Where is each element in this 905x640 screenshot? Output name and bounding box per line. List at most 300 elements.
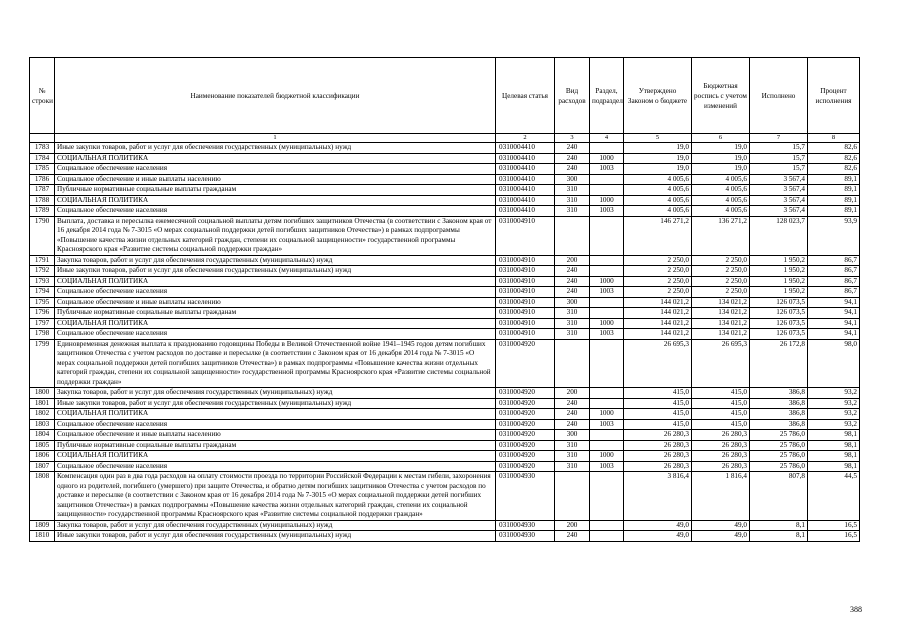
column-number: 1	[55, 134, 496, 143]
budget-list-amount: 26 695,3	[692, 339, 750, 388]
expense-type: 310	[555, 329, 590, 340]
indicator-name: Компенсация один раз в два года расходов на оплату стоимости проезда по территории Российской Федерации к местам гибели, захоронения одного из родителей, погибшего (умершего) при защите Отечества, и обратно детям погибших защитников Отечества с учетом расходов по доставке и пересылке (в соответствии с Законом края от 16 декабря 2014 года № 7-3015 «О мерах социальной поддержки детей погибших защитников Отечества») в рамках подпрограммы «Повышение качества жизни отдельных категорий граждан, степени их социальной защищенности» государственной программы Красноярского края «Развитие системы социальной поддержки граждан»	[55, 472, 496, 521]
section-code	[590, 143, 624, 154]
expense-type	[555, 472, 590, 521]
table-row	[30, 206, 860, 217]
approved-amount: 2 250,0	[624, 276, 692, 287]
target-article: 0310004920	[496, 461, 555, 472]
expense-type: 300	[555, 430, 590, 441]
table-row	[30, 409, 860, 420]
execution-percent: 82,6	[808, 153, 860, 164]
executed-amount: 15,7	[750, 143, 808, 154]
budget-list-amount: 26 280,3	[692, 440, 750, 451]
row-number: 1804	[30, 430, 55, 441]
target-article: 0310004410	[496, 164, 555, 175]
executed-amount: 386,8	[750, 388, 808, 399]
executed-amount: 3 567,4	[750, 206, 808, 217]
target-article: 0310004410	[496, 153, 555, 164]
expense-type	[555, 339, 590, 388]
executed-amount: 25 786,0	[750, 461, 808, 472]
approved-amount: 146 271,2	[624, 216, 692, 255]
section-code: 1000	[590, 409, 624, 420]
indicator-name: СОЦИАЛЬНАЯ ПОЛИТИКА	[55, 409, 496, 420]
execution-percent: 82,6	[808, 164, 860, 175]
expense-type: 310	[555, 318, 590, 329]
row-number: 1801	[30, 398, 55, 409]
indicator-name: Единовременная денежная выплата к празднованию годовщины Победы в Великой Отечественной войне 1941–1945 годов детям погибших защитников Отечества с учетом расходов по доставке и пересылке (в соответствии с Законом края от 16 декабря 2014 года № 7-3015 «О мерах социальной поддержки детей погибших защитников Отечества») в рамках подпрограммы «Повышение качества жизни отдельных категорий граждан, степени их социальной защищенности» государственной программы Красноярского края «Развитие системы социальной поддержки граждан»	[55, 339, 496, 388]
section-code	[590, 297, 624, 308]
approved-amount: 144 021,2	[624, 318, 692, 329]
executed-amount: 1 950,2	[750, 266, 808, 277]
budget-list-amount: 2 250,0	[692, 287, 750, 298]
header-indicator-name: Наименование показателей бюджетной классификации	[55, 58, 496, 134]
section-code	[590, 266, 624, 277]
indicator-name: Социальное обеспечение и иные выплаты населению	[55, 297, 496, 308]
header-target-article: Целевая статья	[496, 58, 555, 134]
table-row	[30, 388, 860, 399]
row-number: 1785	[30, 164, 55, 175]
approved-amount: 144 021,2	[624, 297, 692, 308]
section-code	[590, 430, 624, 441]
table-row	[30, 339, 860, 388]
section-code	[590, 255, 624, 266]
executed-amount: 126 073,5	[750, 297, 808, 308]
expense-type: 240	[555, 276, 590, 287]
expense-type: 240	[555, 419, 590, 430]
table-row	[30, 451, 860, 462]
section-code	[590, 440, 624, 451]
expense-type: 310	[555, 440, 590, 451]
row-number: 1809	[30, 520, 55, 531]
header-percent: Процент исполнения	[808, 58, 860, 134]
target-article: 0310004410	[496, 174, 555, 185]
approved-amount: 26 280,3	[624, 430, 692, 441]
column-number: 3	[555, 134, 590, 143]
row-number: 1787	[30, 185, 55, 196]
executed-amount: 126 073,5	[750, 329, 808, 340]
approved-amount: 144 021,2	[624, 329, 692, 340]
row-number: 1806	[30, 451, 55, 462]
approved-amount: 19,0	[624, 153, 692, 164]
table-row	[30, 520, 860, 531]
indicator-name: СОЦИАЛЬНАЯ ПОЛИТИКА	[55, 195, 496, 206]
indicator-name: Закупка товаров, работ и услуг для обеспечения государственных (муниципальных) нужд	[55, 520, 496, 531]
target-article: 0310004910	[496, 297, 555, 308]
approved-amount: 2 250,0	[624, 287, 692, 298]
target-article: 0310004920	[496, 409, 555, 420]
row-number: 1795	[30, 297, 55, 308]
target-article: 0310004910	[496, 266, 555, 277]
target-article: 0310004910	[496, 255, 555, 266]
execution-percent: 98,1	[808, 440, 860, 451]
expense-type: 200	[555, 388, 590, 399]
budget-list-amount: 415,0	[692, 398, 750, 409]
budget-list-amount: 49,0	[692, 531, 750, 542]
header-approved: Утверждено Законом о бюджете	[624, 58, 692, 134]
execution-percent: 98,1	[808, 430, 860, 441]
executed-amount: 386,8	[750, 398, 808, 409]
approved-amount: 26 280,3	[624, 440, 692, 451]
table-row	[30, 164, 860, 175]
section-code: 1000	[590, 195, 624, 206]
indicator-name: Публичные нормативные социальные выплаты гражданам	[55, 440, 496, 451]
budget-list-amount: 49,0	[692, 520, 750, 531]
execution-percent: 93,2	[808, 398, 860, 409]
budget-execution-table	[29, 57, 860, 542]
executed-amount: 1 950,2	[750, 287, 808, 298]
budget-list-amount: 134 021,2	[692, 318, 750, 329]
indicator-name: Публичные нормативные социальные выплаты гражданам	[55, 185, 496, 196]
table-row	[30, 398, 860, 409]
indicator-name: СОЦИАЛЬНАЯ ПОЛИТИКА	[55, 153, 496, 164]
row-number: 1786	[30, 174, 55, 185]
table-row	[30, 185, 860, 196]
indicator-name: Иные закупки товаров, работ и услуг для обеспечения государственных (муниципальных) нужд	[55, 143, 496, 154]
approved-amount: 4 005,6	[624, 195, 692, 206]
section-code	[590, 472, 624, 521]
budget-list-amount: 2 250,0	[692, 276, 750, 287]
row-number: 1788	[30, 195, 55, 206]
target-article: 0310004920	[496, 430, 555, 441]
section-code: 1003	[590, 164, 624, 175]
column-number-blank	[30, 134, 55, 143]
execution-percent: 94,1	[808, 308, 860, 319]
section-code	[590, 398, 624, 409]
table-row	[30, 266, 860, 277]
indicator-name: Иные закупки товаров, работ и услуг для обеспечения государственных (муниципальных) нужд	[55, 531, 496, 542]
approved-amount: 415,0	[624, 409, 692, 420]
row-number: 1783	[30, 143, 55, 154]
approved-amount: 144 021,2	[624, 308, 692, 319]
approved-amount: 415,0	[624, 388, 692, 399]
section-code: 1000	[590, 276, 624, 287]
table-row	[30, 440, 860, 451]
indicator-name: СОЦИАЛЬНАЯ ПОЛИТИКА	[55, 451, 496, 462]
execution-percent: 82,6	[808, 143, 860, 154]
budget-list-amount: 4 005,6	[692, 174, 750, 185]
target-article: 0310004920	[496, 339, 555, 388]
execution-percent: 16,5	[808, 531, 860, 542]
executed-amount: 25 786,0	[750, 451, 808, 462]
executed-amount: 128 023,7	[750, 216, 808, 255]
budget-list-amount: 136 271,2	[692, 216, 750, 255]
approved-amount: 26 280,3	[624, 451, 692, 462]
executed-amount: 1 950,2	[750, 276, 808, 287]
table-header-row	[30, 58, 860, 134]
table-row	[30, 276, 860, 287]
row-number: 1805	[30, 440, 55, 451]
table-row	[30, 297, 860, 308]
page-number: 388	[850, 605, 862, 614]
table-body	[30, 143, 860, 542]
row-number: 1803	[30, 419, 55, 430]
header-budget-list: Бюджетная роспись с учетом изменений	[692, 58, 750, 134]
execution-percent: 94,1	[808, 329, 860, 340]
approved-amount: 2 250,0	[624, 255, 692, 266]
executed-amount: 15,7	[750, 153, 808, 164]
budget-list-amount: 26 280,3	[692, 430, 750, 441]
execution-percent: 94,1	[808, 318, 860, 329]
budget-list-amount: 19,0	[692, 153, 750, 164]
target-article: 0310004920	[496, 398, 555, 409]
section-code: 1003	[590, 287, 624, 298]
indicator-name: Социальное обеспечение населения	[55, 206, 496, 217]
expense-type: 240	[555, 153, 590, 164]
row-number: 1800	[30, 388, 55, 399]
executed-amount: 807,8	[750, 472, 808, 521]
expense-type: 240	[555, 531, 590, 542]
section-code	[590, 520, 624, 531]
execution-percent: 98,1	[808, 451, 860, 462]
executed-amount: 386,8	[750, 419, 808, 430]
indicator-name: Социальное обеспечение населения	[55, 164, 496, 175]
table-row	[30, 287, 860, 298]
column-number: 8	[808, 134, 860, 143]
execution-percent: 98,0	[808, 339, 860, 388]
target-article: 0310004410	[496, 195, 555, 206]
target-article: 0310004920	[496, 440, 555, 451]
indicator-name: Закупка товаров, работ и услуг для обеспечения государственных (муниципальных) нужд	[55, 388, 496, 399]
execution-percent: 89,1	[808, 185, 860, 196]
approved-amount: 49,0	[624, 520, 692, 531]
indicator-name: Публичные нормативные социальные выплаты гражданам	[55, 308, 496, 319]
table-row	[30, 531, 860, 542]
target-article: 0310004910	[496, 276, 555, 287]
execution-percent: 89,1	[808, 195, 860, 206]
row-number: 1798	[30, 329, 55, 340]
expense-type: 240	[555, 266, 590, 277]
budget-list-amount: 134 021,2	[692, 297, 750, 308]
section-code: 1000	[590, 318, 624, 329]
row-number: 1790	[30, 216, 55, 255]
target-article: 0310004920	[496, 419, 555, 430]
section-code: 1003	[590, 329, 624, 340]
row-number: 1802	[30, 409, 55, 420]
section-code: 1003	[590, 461, 624, 472]
executed-amount: 8,1	[750, 531, 808, 542]
executed-amount: 25 786,0	[750, 440, 808, 451]
target-article: 0310004910	[496, 329, 555, 340]
executed-amount: 386,8	[750, 409, 808, 420]
approved-amount: 3 816,4	[624, 472, 692, 521]
expense-type: 310	[555, 461, 590, 472]
budget-list-amount: 2 250,0	[692, 255, 750, 266]
approved-amount: 415,0	[624, 398, 692, 409]
row-number: 1797	[30, 318, 55, 329]
expense-type: 310	[555, 206, 590, 217]
target-article: 0310004920	[496, 451, 555, 462]
indicator-name: СОЦИАЛЬНАЯ ПОЛИТИКА	[55, 318, 496, 329]
budget-list-amount: 415,0	[692, 409, 750, 420]
execution-percent: 93,9	[808, 216, 860, 255]
executed-amount: 26 172,8	[750, 339, 808, 388]
section-code	[590, 388, 624, 399]
row-number: 1808	[30, 472, 55, 521]
expense-type: 300	[555, 297, 590, 308]
column-number: 6	[692, 134, 750, 143]
execution-percent: 86,7	[808, 287, 860, 298]
target-article: 0310004410	[496, 185, 555, 196]
row-number: 1789	[30, 206, 55, 217]
expense-type: 310	[555, 308, 590, 319]
budget-list-amount: 134 021,2	[692, 308, 750, 319]
target-article: 0310004930	[496, 472, 555, 521]
table-row	[30, 255, 860, 266]
budget-list-amount: 4 005,6	[692, 185, 750, 196]
row-number: 1792	[30, 266, 55, 277]
target-article: 0310004920	[496, 388, 555, 399]
header-section: Раздел, подраздел	[590, 58, 624, 134]
table-row	[30, 143, 860, 154]
budget-list-amount: 415,0	[692, 419, 750, 430]
approved-amount: 4 005,6	[624, 206, 692, 217]
row-number: 1810	[30, 531, 55, 542]
indicator-name: Социальное обеспечение и иные выплаты населению	[55, 174, 496, 185]
table-row	[30, 461, 860, 472]
executed-amount: 15,7	[750, 164, 808, 175]
budget-list-amount: 1 816,4	[692, 472, 750, 521]
budget-list-amount: 4 005,6	[692, 195, 750, 206]
expense-type: 240	[555, 287, 590, 298]
section-code: 1000	[590, 451, 624, 462]
expense-type: 300	[555, 174, 590, 185]
budget-list-amount: 26 280,3	[692, 461, 750, 472]
executed-amount: 3 567,4	[750, 174, 808, 185]
header-executed: Исполнено	[750, 58, 808, 134]
expense-type: 310	[555, 451, 590, 462]
indicator-name: Иные закупки товаров, работ и услуг для обеспечения государственных (муниципальных) нужд	[55, 398, 496, 409]
column-number: 2	[496, 134, 555, 143]
section-code	[590, 531, 624, 542]
indicator-name: Социальное обеспечение населения	[55, 461, 496, 472]
table-row	[30, 216, 860, 255]
execution-percent: 86,7	[808, 266, 860, 277]
header-row-number: № строки	[30, 58, 55, 134]
budget-list-amount: 26 280,3	[692, 451, 750, 462]
budget-list-amount: 19,0	[692, 164, 750, 175]
budget-list-amount: 415,0	[692, 388, 750, 399]
section-code	[590, 308, 624, 319]
budget-list-amount: 4 005,6	[692, 206, 750, 217]
executed-amount: 8,1	[750, 520, 808, 531]
column-number-row	[30, 134, 860, 143]
indicator-name: Иные закупки товаров, работ и услуг для обеспечения государственных (муниципальных) нужд	[55, 266, 496, 277]
target-article: 0310004910	[496, 216, 555, 255]
expense-type: 310	[555, 185, 590, 196]
column-number: 4	[590, 134, 624, 143]
row-number: 1793	[30, 276, 55, 287]
execution-percent: 86,7	[808, 276, 860, 287]
executed-amount: 3 567,4	[750, 185, 808, 196]
indicator-name: Социальное обеспечение населения	[55, 287, 496, 298]
table-row	[30, 153, 860, 164]
table-row	[30, 472, 860, 521]
row-number: 1799	[30, 339, 55, 388]
row-number: 1791	[30, 255, 55, 266]
table-row	[30, 195, 860, 206]
approved-amount: 26 695,3	[624, 339, 692, 388]
column-number: 5	[624, 134, 692, 143]
budget-list-amount: 19,0	[692, 143, 750, 154]
indicator-name: Социальное обеспечение и иные выплаты населению	[55, 430, 496, 441]
section-code: 1000	[590, 153, 624, 164]
expense-type: 200	[555, 255, 590, 266]
approved-amount: 415,0	[624, 419, 692, 430]
table-row	[30, 318, 860, 329]
table-row	[30, 308, 860, 319]
section-code	[590, 216, 624, 255]
table-row	[30, 174, 860, 185]
row-number: 1784	[30, 153, 55, 164]
execution-percent: 89,1	[808, 174, 860, 185]
expense-type: 310	[555, 195, 590, 206]
execution-percent: 44,5	[808, 472, 860, 521]
expense-type	[555, 216, 590, 255]
table-row	[30, 419, 860, 430]
executed-amount: 126 073,5	[750, 318, 808, 329]
target-article: 0310004910	[496, 308, 555, 319]
approved-amount: 26 280,3	[624, 461, 692, 472]
table-row	[30, 430, 860, 441]
executed-amount: 3 567,4	[750, 195, 808, 206]
row-number: 1807	[30, 461, 55, 472]
indicator-name: СОЦИАЛЬНАЯ ПОЛИТИКА	[55, 276, 496, 287]
indicator-name: Закупка товаров, работ и услуг для обеспечения государственных (муниципальных) нужд	[55, 255, 496, 266]
expense-type: 240	[555, 409, 590, 420]
indicator-name: Социальное обеспечение населения	[55, 419, 496, 430]
approved-amount: 4 005,6	[624, 174, 692, 185]
execution-percent: 93,2	[808, 419, 860, 430]
target-article: 0310004910	[496, 287, 555, 298]
section-code: 1003	[590, 419, 624, 430]
executed-amount: 126 073,5	[750, 308, 808, 319]
execution-percent: 16,5	[808, 520, 860, 531]
target-article: 0310004410	[496, 143, 555, 154]
execution-percent: 93,2	[808, 409, 860, 420]
row-number: 1796	[30, 308, 55, 319]
execution-percent: 94,1	[808, 297, 860, 308]
target-article: 0310004910	[496, 318, 555, 329]
section-code	[590, 174, 624, 185]
section-code	[590, 185, 624, 196]
approved-amount: 4 005,6	[624, 185, 692, 196]
section-code	[590, 339, 624, 388]
expense-type: 240	[555, 143, 590, 154]
execution-percent: 86,7	[808, 255, 860, 266]
expense-type: 200	[555, 520, 590, 531]
target-article: 0310004410	[496, 206, 555, 217]
execution-percent: 89,1	[808, 206, 860, 217]
indicator-name: Выплата, доставка и пересылка ежемесячной социальной выплаты детям погибших защитников Отечества (в соответствии с Законом края от 16 декабря 2014 года № 7-3015 «О мерах социальной поддержки детей погибших защитников Отечества») в рамках подпрограммы «Повышение качества жизни отдельных категорий граждан, степени их социальной защищенности» государственной программы Красноярского края «Развитие системы социальной поддержки граждан»	[55, 216, 496, 255]
indicator-name: Социальное обеспечение населения	[55, 329, 496, 340]
execution-percent: 93,2	[808, 388, 860, 399]
approved-amount: 19,0	[624, 164, 692, 175]
execution-percent: 98,1	[808, 461, 860, 472]
executed-amount: 25 786,0	[750, 430, 808, 441]
approved-amount: 49,0	[624, 531, 692, 542]
expense-type: 240	[555, 398, 590, 409]
executed-amount: 1 950,2	[750, 255, 808, 266]
table-row	[30, 329, 860, 340]
target-article: 0310004930	[496, 531, 555, 542]
target-article: 0310004930	[496, 520, 555, 531]
column-number: 7	[750, 134, 808, 143]
section-code: 1003	[590, 206, 624, 217]
approved-amount: 2 250,0	[624, 266, 692, 277]
header-expense-type: Вид расходов	[555, 58, 590, 134]
approved-amount: 19,0	[624, 143, 692, 154]
budget-list-amount: 2 250,0	[692, 266, 750, 277]
